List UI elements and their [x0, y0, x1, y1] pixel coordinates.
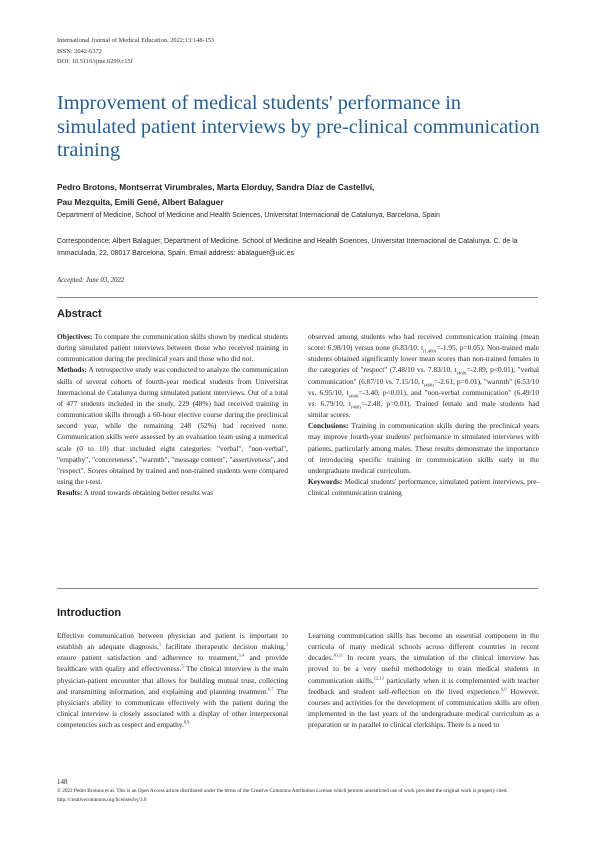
introduction-right-column	[308, 630, 539, 730]
journal-header	[57, 36, 214, 68]
accepted-date: Accepted: June 03, 2022	[57, 277, 125, 284]
introduction-paragraph-2: Learning communication skills has become an essential component in the curricula of many medical schools across different countries in recent decades.$^{10,11}$ In recent years, the simulation of the clinical interview has proved to be a very useful methodology to train medical students in communication skills,$^{12,13}$ particularly when it is complemented with teacher feedback and student self-reflection on the lived experience.$^{6,9}$ However, courses and activities for the development of communication skills are often implemented in the last years of the undergraduate medical curriculum as a preparation or in parallel to clinical clerkships. There is a need to	[308, 631, 539, 730]
results-text-continued: observed among students who had received communication training (mean score: 6.98/10) versus none (6.83/10, $t_{(1,469)}=-1.95$, p=0.05). Non-trained male students obtained significantly lower mean scores than non-trained females in the categories of "respect" (7.48/10 vs. 7.83/10, $t_{(468)}=-2.89$, p<0.01), "verbal communication" (6.87/10 vs. 7.15/10, $t_{(468)}=-2.61$, p=0.01), "warmth" (6.53/10 vs. 6.95/10, $t_{(468)}=-3.40$, p<0.01), and "non-verbal communication" (6.49/10 vs. 6.79/10, $t_{(468)}=-2.48$, p=0.01). Trained female and male students had similar scores.	[308, 332, 540, 420]
methods-label: Methods:	[57, 365, 87, 375]
conclusions-label: Conclusions:	[308, 421, 349, 431]
license-footer: © 2022 Pedro Brotons et al. This is an Open Access article distributed under the terms of the Creative Commons Attribution License which permits unrestricted use of work provided the original work is properly cited. http://creativecommons.org/licenses/by/3.0	[57, 788, 508, 803]
conclusions-text: Training in communication skills during the preclinical years may improve fourth-year students' performance in simulated interviews with patients, particularly among males. These results demonstrate the importance of introducing specific training in communication skills early in the undergraduate medical curriculum.	[308, 421, 539, 475]
authors-line-1: Pedro Brotons, Montserrat Virumbrales, Marta Elorduy, Sandra Díaz de Castellví,	[57, 182, 375, 192]
abstract-top-rule	[57, 297, 538, 298]
abstract-right-column	[308, 331, 539, 498]
objectives-label: Objectives:	[57, 332, 93, 341]
results-text-start: A trend towards obtaining better results was	[83, 488, 214, 498]
introduction-left-column	[57, 630, 288, 730]
journal-issn: ISSN: 2042-6372	[57, 47, 102, 55]
objectives-text: To compare the communication skills shown by medical students during simulated patient interviews between those who received training in communication during the preclinical years and those who did not.	[57, 332, 288, 364]
methods-text: A retrospective study was conducted to analyze the communication skills of several cohorts of fourth-year medical students from Universitat Internacional de Catalunya during simulated patient interviews. Out of a total of 477 students included in the study, 229 (48%) had received training in communication skills through a 60-hour elective course during the preclinical second year, while the remaining 248 (52%) had received none. Communication skills were assessed by an evaluation team using a numerical scale (0 to 10) that included eight categories: "verbal", "non-verbal", "empathy", "concreteness", "warmth", "message content", "assertiveness", and "respect". Scores obtained by trained and non-trained students were compared using the t-test.	[57, 365, 288, 487]
affiliation: Department of Medicine, School of Medicine and Health Sciences, Universitat Internacional de Catalunya, Barcelona, Spain	[57, 212, 440, 219]
keywords-label: Keywords:	[308, 477, 343, 487]
keywords-text: Medical students' performance, simulated patient interviews, pre-clinical communication training	[308, 477, 539, 498]
introduction-heading: Introduction	[57, 607, 122, 619]
article-title: Improvement of medical students' performance in simulated patient interviews by pre-clinical communication training	[57, 92, 540, 161]
abstract-heading: Abstract	[57, 308, 102, 320]
introduction-paragraph-1: Effective communication between physician and patient is important to establish an adequate diagnosis,$^1$ facilitate therapeutic decision making,$^2$ ensure patient satisfaction and adherence to treatment,$^{3,4}$ and provide healthcare with quality and effectiveness.$^5$ The clinical interview is the main physician-patient encounter that allows for building mutual trust, collecting and transmitting information, and explaining and planning treatment.$^{6,7}$ The physician's ability to communicate effectively with the patient during the clinical interview is closely associated with a display of other interpersonal competencies such as respect and empathy.$^{8,9}$	[57, 631, 288, 730]
abstract-bottom-rule	[57, 588, 538, 589]
abstract-left-column	[57, 331, 288, 498]
page-number: 148	[57, 778, 68, 786]
authors-line-2: Pau Mezquita, Emili Gené, Albert Balaguer	[57, 197, 224, 207]
author-list	[57, 180, 542, 210]
results-label: Results:	[57, 488, 83, 498]
journal-doi: DOI: 10.5116/ijme.6299.c15f	[57, 58, 133, 65]
journal-citation: International Journal of Medical Education. 2022;13:148-153	[57, 37, 215, 44]
correspondence: Correspondence: Albert Balaguer, Department of Medicine. School of Medicine and Health Sciences, Universitat Internacional de Catalunya. C. de la Immaculada, 22, 08017 Barcelona, Spain. Email address: abalaguer@uic.es	[57, 238, 518, 257]
